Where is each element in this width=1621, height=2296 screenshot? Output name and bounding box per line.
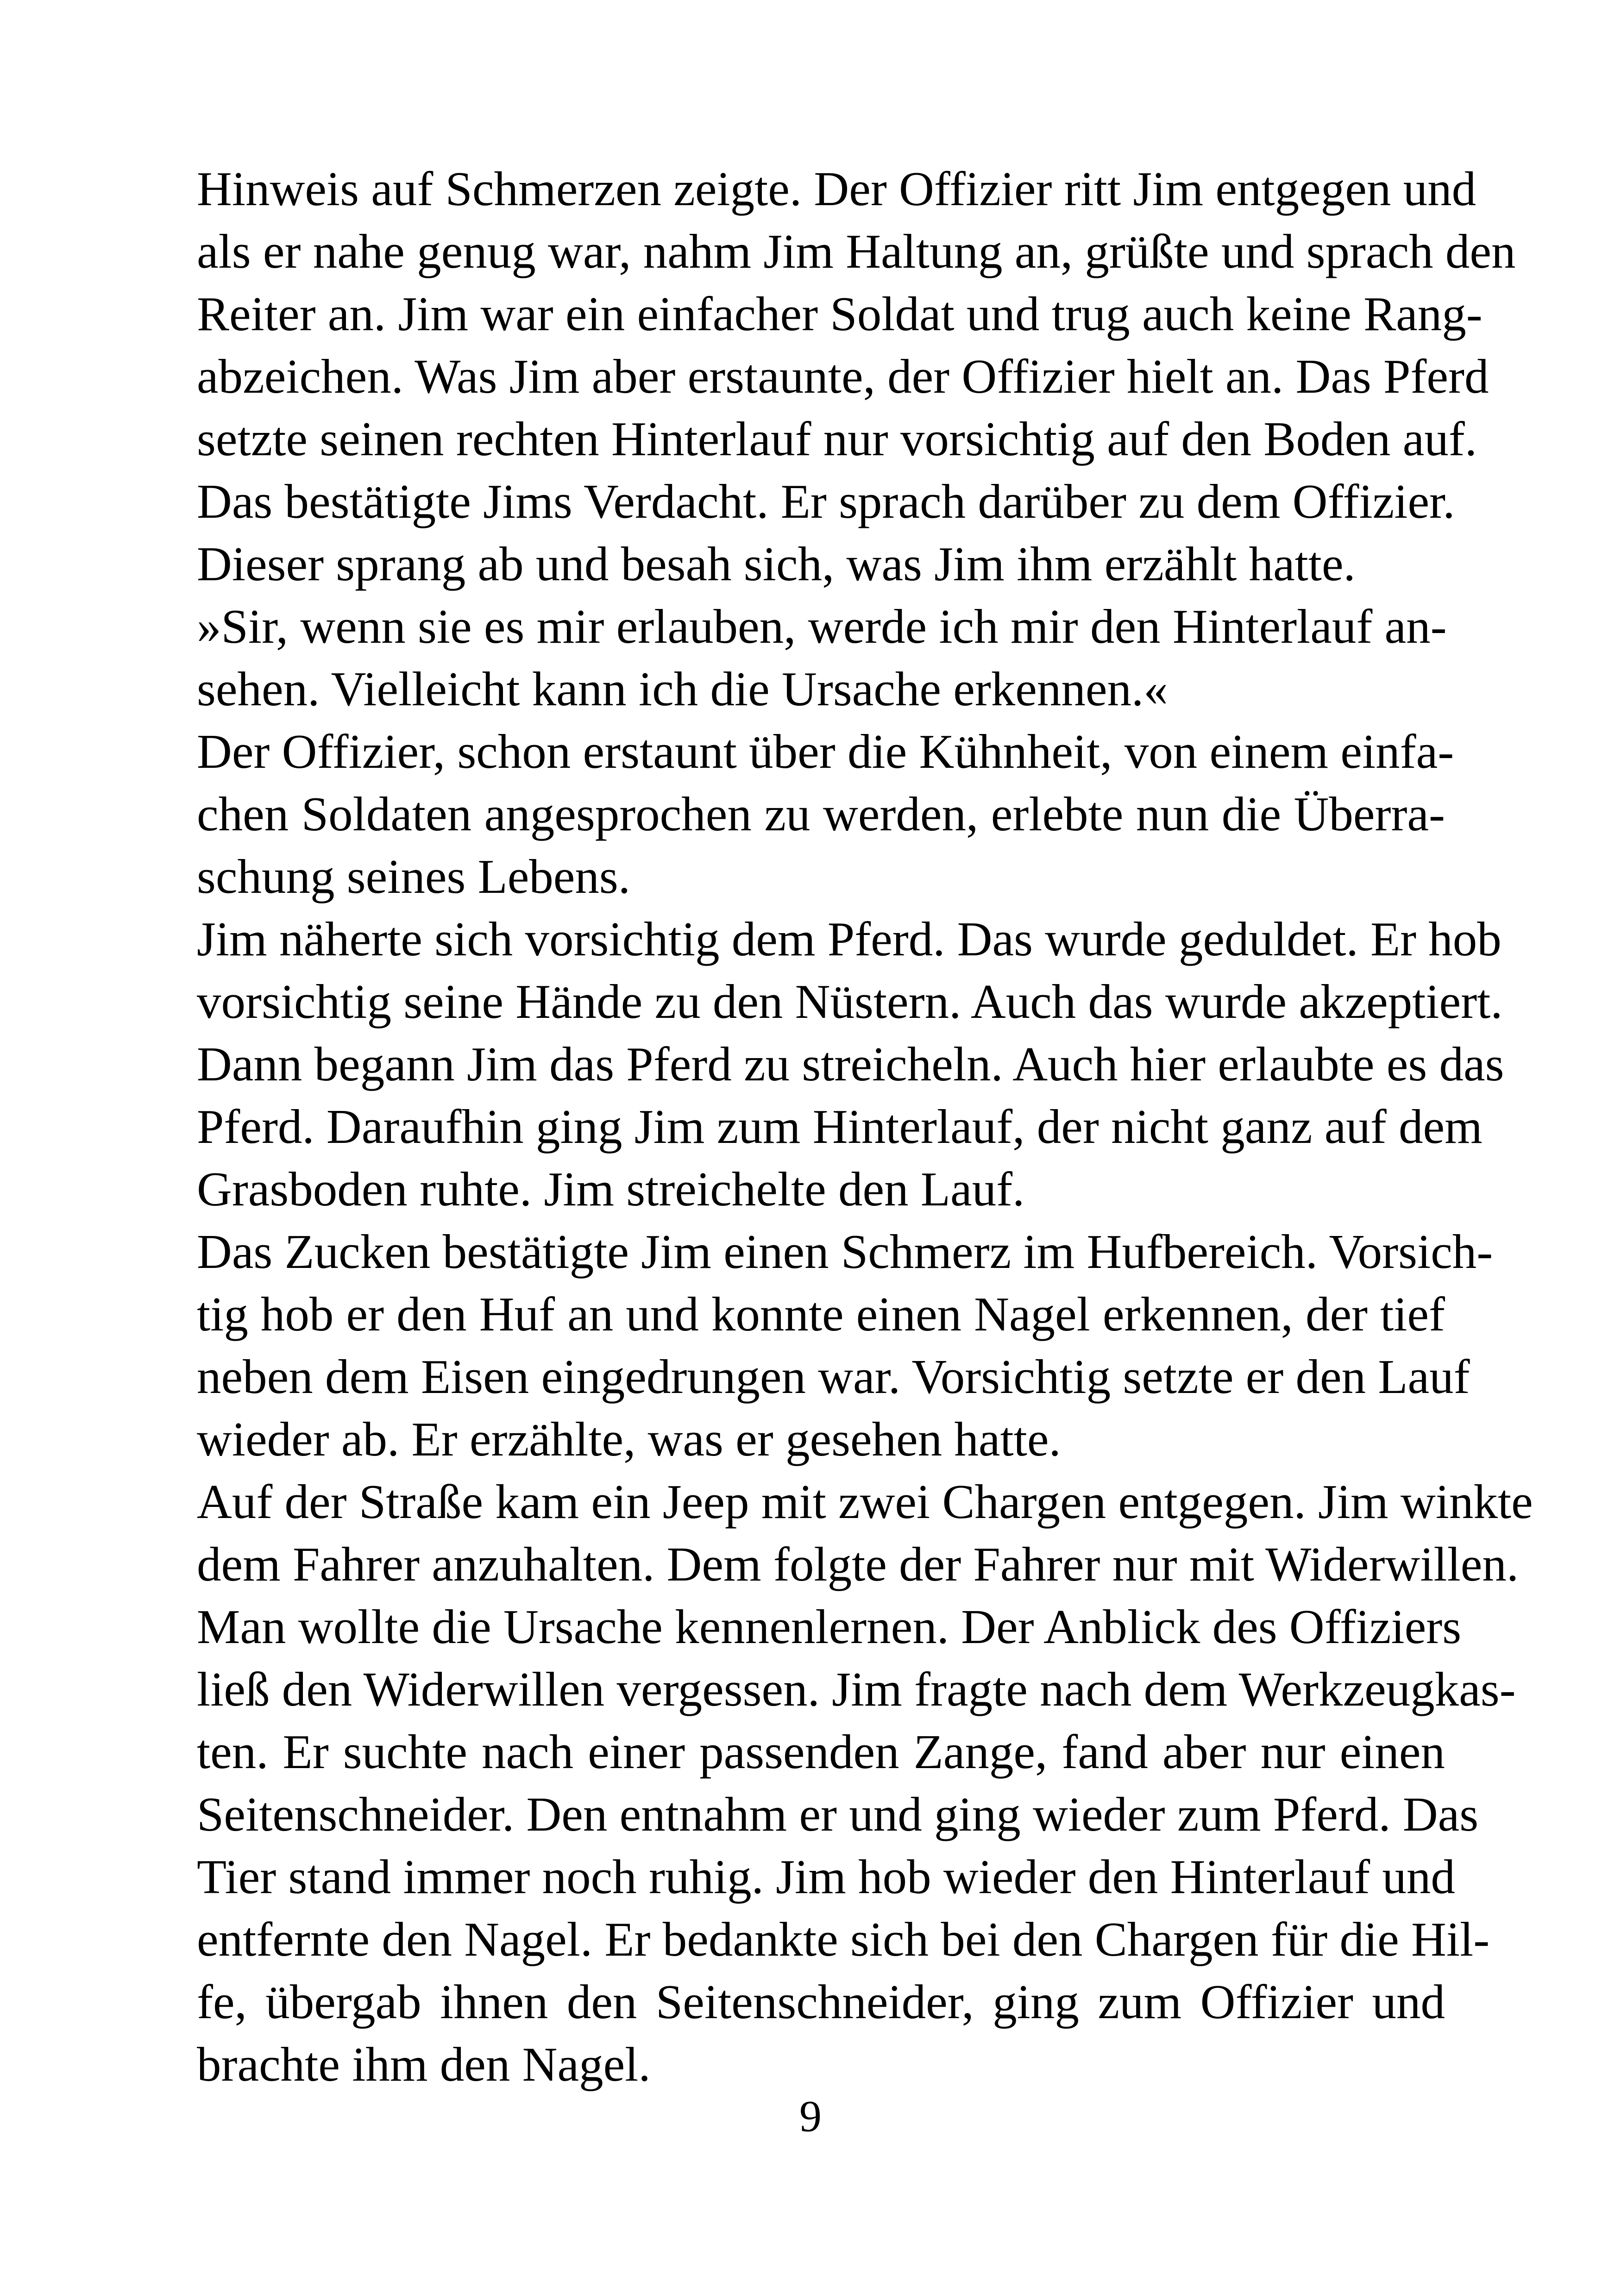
text-line: Dieser sprang ab und besah sich, was Jim ihm erzählt hatte. [197, 537, 1356, 591]
text-line: Seitenschneider. Den entnahm er und ging wieder zum Pferd. Das [197, 1787, 1479, 1841]
text-line: »Sir, wenn sie es mir erlauben, werde ich mir den Hinterlauf an- [197, 599, 1447, 653]
text-line: dem Fahrer anzuhalten. Dem folgte der Fahrer nur mit Widerwillen. [197, 1537, 1519, 1591]
text-line: Pferd. Daraufhin ging Jim zum Hinterlauf, der nicht ganz auf dem [197, 1099, 1483, 1154]
text-line: sehen. Vielleicht kann ich die Ursache erkennen.« [197, 662, 1168, 716]
text-line: chen Soldaten angesprochen zu werden, erlebte nun die Überra- [197, 787, 1445, 841]
text-line: Der Offizier, schon erstaunt über die Kühnheit, von einem einfa- [197, 724, 1454, 778]
text-line: setzte seinen rechten Hinterlauf nur vorsichtig auf den Boden auf. [197, 412, 1477, 466]
body-text [197, 157, 1533, 2095]
text-line: Man wollte die Ursache kennenlernen. Der Anblick des Offiziers [197, 1600, 1462, 1654]
text-line: tig hob er den Huf an und konnte einen Nagel erkennen, der tief [197, 1287, 1445, 1341]
text-line: Auf der Straße kam ein Jeep mit zwei Chargen entgegen. Jim winkte [197, 1474, 1533, 1529]
text-line: als er nahe genug war, nahm Jim Haltung an, grüßte und sprach den [197, 224, 1516, 278]
page-number: 9 [799, 2091, 822, 2141]
text-line: neben dem Eisen eingedrungen war. Vorsichtig setzte er den Lauf [197, 1349, 1470, 1404]
text-line: vorsichtig seine Hände zu den Nüstern. Auch das wurde akzeptiert. [197, 974, 1503, 1029]
text-line: Hinweis auf Schmerzen zeigte. Der Offizier ritt Jim entgegen und [197, 162, 1476, 216]
text-line: ten. Er suchte nach einer passenden Zange, fand aber nur einen [197, 1725, 1445, 1779]
text-line: Reiter an. Jim war ein einfacher Soldat und trug auch keine Rang- [197, 287, 1483, 341]
text-line: ließ den Widerwillen vergessen. Jim fragte nach dem Werkzeugkas- [197, 1662, 1516, 1716]
text-line: entfernte den Nagel. Er bedankte sich bei den Chargen für die Hil- [197, 1912, 1490, 1966]
text-line: Jim näherte sich vorsichtig dem Pferd. Das wurde geduldet. Er hob [197, 912, 1502, 966]
text-line: schung seines Lebens. [197, 849, 631, 903]
text-line: wieder ab. Er erzählte, was er gesehen hatte. [197, 1412, 1061, 1466]
text-line: brachte ihm den Nagel. [197, 2037, 651, 2091]
text-line: Das bestätigte Jims Verdacht. Er sprach darüber zu dem Offizier. [197, 474, 1455, 528]
text-line: fe, übergab ihnen den Seitenschneider, ging zum Offizier und [197, 1975, 1445, 2029]
text-line: Grasboden ruhte. Jim streichelte den Lauf. [197, 1162, 1025, 1216]
text-line: abzeichen. Was Jim aber erstaunte, der Offizier hielt an. Das Pferd [197, 349, 1489, 403]
text-line: Tier stand immer noch ruhig. Jim hob wieder den Hinterlauf und [197, 1850, 1455, 1904]
text-line: Das Zucken bestätigte Jim einen Schmerz im Hufbereich. Vorsich- [197, 1224, 1493, 1279]
text-line: Dann begann Jim das Pferd zu streicheln. Auch hier erlaubte es das [197, 1037, 1504, 1091]
